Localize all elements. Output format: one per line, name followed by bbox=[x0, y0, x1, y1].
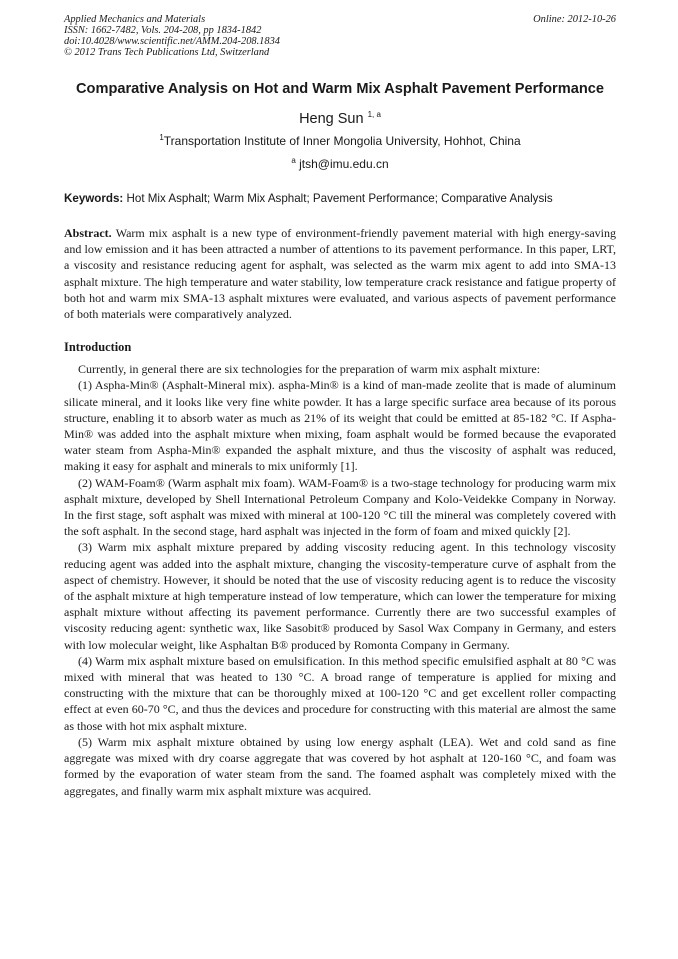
paragraph: Currently, in general there are six technologies for the preparation of warm mix asphalt mixture: bbox=[78, 362, 541, 377]
online-date: Online: 2012-10-26 bbox=[533, 14, 616, 25]
abstract-text: Warm mix asphalt is a new type of environment-friendly pavement material with high energy-saving and low emission and it has been attracted a number of attentions to its pavement performance. In this paper, LRT, a viscosity and resistance reducing agent for asphalt, was selected as the warm mix agent to add into SMA-13 asphalt mixture. The high temperature and water stability, low temperature crack resistance and fatigue property of both hot and warm mix SMA-13 asphalt mixtures were evaluated, and various aspects of pavement performance of both materials were comparatively analyzed. bbox=[64, 226, 616, 322]
email-line bbox=[64, 157, 616, 172]
issn-line: ISSN: 1662-7482, Vols. 204-208, pp 1834-1842 bbox=[64, 25, 262, 36]
affiliation-text: Transportation Institute of Inner Mongolia University, Hohhot, China bbox=[163, 134, 521, 148]
abstract bbox=[64, 225, 616, 322]
affiliation-superscript: 1 bbox=[159, 133, 164, 142]
journal-header bbox=[64, 14, 616, 58]
keywords-label: Keywords: bbox=[64, 192, 124, 205]
affiliation-line bbox=[64, 134, 616, 149]
doi-line[interactable]: doi:10.4028/www.scientific.net/AMM.204-208.1834 bbox=[64, 36, 280, 47]
abstract-label: Abstract. bbox=[64, 226, 112, 240]
keywords bbox=[64, 191, 616, 206]
paragraph: (4) Warm mix asphalt mixture based on emulsification. In this method specific emulsified asphalt at 80 °C was mixed with mineral that was heated to 130 °C. A broad range of temperature is applied for mixing and constructing with the mixture that can be thoroughly mixed at 100-120 °C and get excellent roller compacting effect at even 60-70 °C, and thus the devices and procedure for constructing with this material are almost the same as those with hot mix asphalt mixture. bbox=[64, 653, 616, 733]
paper-title: Comparative Analysis on Hot and Warm Mix Asphalt Pavement Performance bbox=[76, 81, 604, 97]
email-address[interactable]: jtsh@imu.edu.cn bbox=[299, 157, 389, 171]
paragraph: (2) WAM-Foam® (Warm asphalt mix foam). WAM-Foam® is a two-stage technology for producing warm mix asphalt mixture, developed by Shell International Petroleum Company and Kolo-Veidekke Company in Norway. In the first stage, soft asphalt was mixed with mineral at 100-120 °C till the mineral was completely covered with the soft asphalt. In the second stage, hard asphalt was injected in the form of foam and mixed quickly [2]. bbox=[64, 475, 616, 539]
paper-page bbox=[64, 14, 616, 799]
paragraph: (1) Aspha-Min® (Asphalt-Mineral mix). aspha-Min® is a kind of man-made zeolite that is made of aluminum silicate mineral, and it looks like very fine white powder. It has a large specific surface area because of its porous structure, enabling it to absorb water as much as 21% of its weight that could be emitted at 85-182 °C. If Aspha-Min® was added into the asphalt mixture when mixing, foam asphalt would be formed because the evaporated water steam from Aspha-Min® expanded the asphalt mixture, and thus the viscosity of asphalt was reduced, making it easy for asphalt and minerals to mix uniformly [1]. bbox=[64, 378, 616, 474]
journal-name: Applied Mechanics and Materials bbox=[64, 14, 206, 25]
paragraph: (5) Warm mix asphalt mixture obtained by using low energy asphalt (LEA). Wet and cold sand as fine aggregate was mixed with dry coarse aggregate that was covered by hot asphalt at 120-160 °C, and foam was formed by the evaporation of water steam from the sand. The foamed asphalt was completely mixed with the aggregates, and finally warm mix asphalt mixture was acquired. bbox=[64, 734, 616, 798]
introduction-body bbox=[64, 361, 616, 798]
paragraph: (3) Warm mix asphalt mixture prepared by adding viscosity reducing agent. In this technology viscosity reducing agent was added into the asphalt mixture, changing the viscosity-temperature curve of asphalt from the aspect of chemistry. However, it should be noted that the use of viscosity reducing agent is to reduce the viscosity of the asphalt mixture at high temperature instead of low temperature, which can lower the temperature for mixing asphalt mixture without affecting its pavement performance. Currently there are two successful examples of viscosity reducing agent: synthetic wax, like Sasobit® produced by Sasol Wax Company in Germany, and esters with low molecular weight, like Asphaltan B® produced by Romonta Company in Germany. bbox=[64, 540, 616, 652]
email-superscript: a bbox=[291, 156, 296, 165]
section-heading-introduction: Introduction bbox=[64, 340, 132, 355]
author-superscript: 1, a bbox=[367, 110, 381, 120]
keywords-text: Hot Mix Asphalt; Warm Mix Asphalt; Pavement Performance; Comparative Analysis bbox=[126, 192, 553, 205]
copyright-line: © 2012 Trans Tech Publications Ltd, Switzerland bbox=[64, 47, 270, 58]
author-name: Heng Sun bbox=[299, 111, 364, 127]
author-line bbox=[64, 110, 616, 128]
